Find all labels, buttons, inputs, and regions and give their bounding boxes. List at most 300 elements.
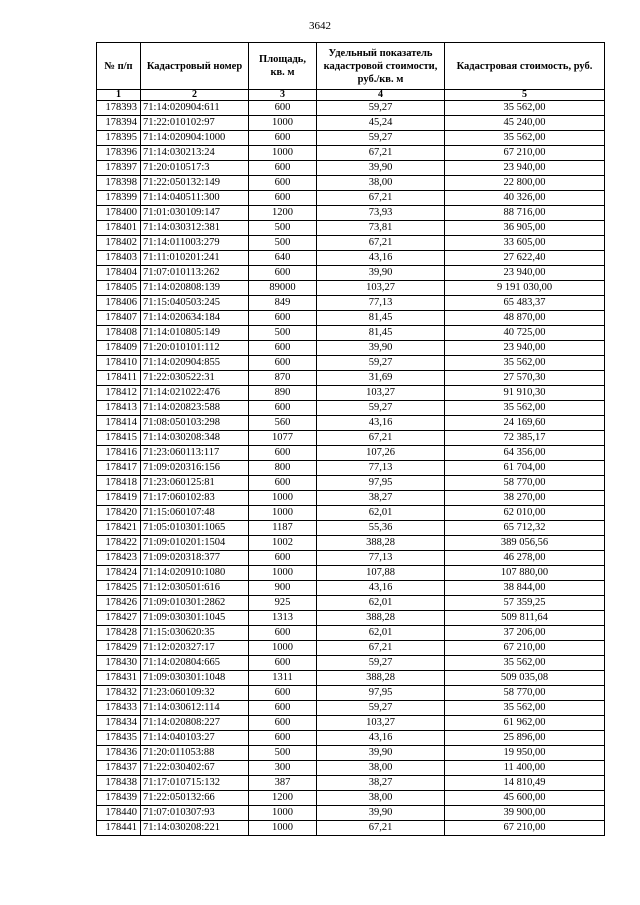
cell-area: 849 [249, 296, 317, 311]
cell-area: 600 [249, 626, 317, 641]
cell-unit-value: 388,28 [317, 536, 445, 551]
cell-unit-value: 107,26 [317, 446, 445, 461]
cell-area: 1002 [249, 536, 317, 551]
cell-area: 387 [249, 776, 317, 791]
cell-cadastral-value: 61 704,00 [445, 461, 605, 476]
cell-unit-value: 77,13 [317, 296, 445, 311]
table-row [97, 536, 605, 551]
table-row [97, 266, 605, 281]
cell-row-number: 178412 [97, 386, 141, 401]
column-number: 2 [141, 90, 249, 101]
table-row [97, 581, 605, 596]
cell-cadastral-number: 71:12:030501:616 [141, 581, 249, 596]
table-row [97, 311, 605, 326]
cell-area: 640 [249, 251, 317, 266]
cell-row-number: 178435 [97, 731, 141, 746]
header-cadastral-value: Кадастровая стоимость, руб. [445, 43, 605, 90]
table-row [97, 206, 605, 221]
cell-cadastral-value: 9 191 030,00 [445, 281, 605, 296]
cell-area: 1077 [249, 431, 317, 446]
cell-area: 890 [249, 386, 317, 401]
table-row [97, 716, 605, 731]
cell-cadastral-value: 72 385,17 [445, 431, 605, 446]
cell-area: 600 [249, 101, 317, 116]
cell-unit-value: 67,21 [317, 236, 445, 251]
cell-area: 600 [249, 161, 317, 176]
table-body [97, 101, 605, 836]
table-row [97, 296, 605, 311]
cell-unit-value: 67,21 [317, 146, 445, 161]
cell-row-number: 178404 [97, 266, 141, 281]
cell-cadastral-number: 71:22:010102:97 [141, 116, 249, 131]
cell-cadastral-number: 71:14:020808:227 [141, 716, 249, 731]
cell-cadastral-number: 71:14:010805:149 [141, 326, 249, 341]
cell-row-number: 178420 [97, 506, 141, 521]
cell-cadastral-number: 71:09:010301:2862 [141, 596, 249, 611]
column-number: 5 [445, 90, 605, 101]
column-number: 4 [317, 90, 445, 101]
cell-cadastral-value: 37 206,00 [445, 626, 605, 641]
cell-cadastral-value: 48 870,00 [445, 311, 605, 326]
table-row [97, 611, 605, 626]
cell-row-number: 178431 [97, 671, 141, 686]
cell-unit-value: 59,27 [317, 656, 445, 671]
cell-unit-value: 39,90 [317, 746, 445, 761]
cell-unit-value: 103,27 [317, 386, 445, 401]
cell-cadastral-number: 71:15:060107:48 [141, 506, 249, 521]
cell-row-number: 178414 [97, 416, 141, 431]
cell-row-number: 178402 [97, 236, 141, 251]
cell-row-number: 178424 [97, 566, 141, 581]
cell-cadastral-number: 71:15:040503:245 [141, 296, 249, 311]
cell-row-number: 178438 [97, 776, 141, 791]
cell-area: 1000 [249, 806, 317, 821]
table-row [97, 776, 605, 791]
cell-unit-value: 59,27 [317, 356, 445, 371]
cell-cadastral-number: 71:23:060109:32 [141, 686, 249, 701]
cell-cadastral-value: 58 770,00 [445, 686, 605, 701]
cell-unit-value: 77,13 [317, 551, 445, 566]
cell-row-number: 178421 [97, 521, 141, 536]
cell-cadastral-value: 509 035,08 [445, 671, 605, 686]
cell-unit-value: 73,81 [317, 221, 445, 236]
cell-cadastral-value: 19 950,00 [445, 746, 605, 761]
cell-cadastral-number: 71:07:010113:262 [141, 266, 249, 281]
cell-cadastral-number: 71:14:020910:1080 [141, 566, 249, 581]
cell-area: 1000 [249, 641, 317, 656]
cell-cadastral-number: 71:14:040511:300 [141, 191, 249, 206]
cell-row-number: 178422 [97, 536, 141, 551]
cell-cadastral-number: 71:14:040103:27 [141, 731, 249, 746]
table-row [97, 236, 605, 251]
cell-cadastral-number: 71:14:030612:114 [141, 701, 249, 716]
cell-unit-value: 67,21 [317, 641, 445, 656]
cell-cadastral-number: 71:14:021022:476 [141, 386, 249, 401]
table-row [97, 506, 605, 521]
cell-area: 600 [249, 701, 317, 716]
cell-cadastral-value: 14 810,49 [445, 776, 605, 791]
header-unit-value: Удельный показатель кадастровой стоимости, руб./кв. м [317, 43, 445, 90]
cell-unit-value: 43,16 [317, 416, 445, 431]
table-row [97, 701, 605, 716]
cell-area: 600 [249, 656, 317, 671]
cell-unit-value: 81,45 [317, 326, 445, 341]
cell-row-number: 178403 [97, 251, 141, 266]
cell-area: 800 [249, 461, 317, 476]
cell-cadastral-value: 35 562,00 [445, 101, 605, 116]
cell-row-number: 178432 [97, 686, 141, 701]
cell-area: 300 [249, 761, 317, 776]
cell-row-number: 178436 [97, 746, 141, 761]
cell-cadastral-number: 71:20:010101:112 [141, 341, 249, 356]
table-row [97, 371, 605, 386]
cell-unit-value: 59,27 [317, 101, 445, 116]
cell-cadastral-number: 71:20:010517:3 [141, 161, 249, 176]
cell-cadastral-value: 23 940,00 [445, 266, 605, 281]
cell-cadastral-number: 71:20:011053:88 [141, 746, 249, 761]
cell-area: 600 [249, 686, 317, 701]
cell-cadastral-value: 38 270,00 [445, 491, 605, 506]
cell-cadastral-number: 71:09:030301:1045 [141, 611, 249, 626]
cell-cadastral-number: 71:23:060125:81 [141, 476, 249, 491]
table-row [97, 161, 605, 176]
table-row [97, 101, 605, 116]
table-row [97, 731, 605, 746]
cell-row-number: 178439 [97, 791, 141, 806]
cell-area: 600 [249, 356, 317, 371]
cell-unit-value: 38,00 [317, 176, 445, 191]
cell-cadastral-number: 71:22:030522:31 [141, 371, 249, 386]
cell-row-number: 178441 [97, 821, 141, 836]
cell-row-number: 178427 [97, 611, 141, 626]
cell-unit-value: 73,93 [317, 206, 445, 221]
cell-row-number: 178430 [97, 656, 141, 671]
cell-unit-value: 67,21 [317, 431, 445, 446]
cell-area: 600 [249, 476, 317, 491]
cell-cadastral-number: 71:14:011003:279 [141, 236, 249, 251]
cell-cadastral-value: 22 800,00 [445, 176, 605, 191]
cell-unit-value: 38,27 [317, 776, 445, 791]
table-row [97, 116, 605, 131]
cell-cadastral-value: 27 622,40 [445, 251, 605, 266]
cell-cadastral-value: 58 770,00 [445, 476, 605, 491]
cell-cadastral-value: 23 940,00 [445, 341, 605, 356]
table-row [97, 596, 605, 611]
cell-cadastral-number: 71:14:030208:221 [141, 821, 249, 836]
table-row [97, 446, 605, 461]
cell-cadastral-value: 67 210,00 [445, 146, 605, 161]
cell-cadastral-value: 35 562,00 [445, 656, 605, 671]
cell-area: 1311 [249, 671, 317, 686]
cell-cadastral-number: 71:09:020318:377 [141, 551, 249, 566]
cell-row-number: 178398 [97, 176, 141, 191]
cell-area: 1313 [249, 611, 317, 626]
cell-cadastral-value: 40 326,00 [445, 191, 605, 206]
cell-area: 900 [249, 581, 317, 596]
table-row [97, 761, 605, 776]
cell-cadastral-number: 71:14:020904:611 [141, 101, 249, 116]
cell-area: 1200 [249, 206, 317, 221]
cell-row-number: 178417 [97, 461, 141, 476]
cell-cadastral-number: 71:09:020316:156 [141, 461, 249, 476]
cell-cadastral-value: 45 240,00 [445, 116, 605, 131]
cell-row-number: 178405 [97, 281, 141, 296]
table-row [97, 401, 605, 416]
cell-row-number: 178418 [97, 476, 141, 491]
cell-area: 600 [249, 311, 317, 326]
table-row [97, 791, 605, 806]
cell-cadastral-number: 71:09:010201:1504 [141, 536, 249, 551]
cell-cadastral-number: 71:09:030301:1048 [141, 671, 249, 686]
cell-unit-value: 62,01 [317, 506, 445, 521]
cell-cadastral-number: 71:22:050132:149 [141, 176, 249, 191]
cell-cadastral-value: 62 010,00 [445, 506, 605, 521]
cell-row-number: 178429 [97, 641, 141, 656]
cell-row-number: 178419 [97, 491, 141, 506]
cell-cadastral-number: 71:14:020808:139 [141, 281, 249, 296]
table-row [97, 176, 605, 191]
cell-cadastral-number: 71:07:010307:93 [141, 806, 249, 821]
cell-area: 600 [249, 401, 317, 416]
cell-cadastral-value: 67 210,00 [445, 821, 605, 836]
cell-unit-value: 59,27 [317, 401, 445, 416]
table-row [97, 821, 605, 836]
cell-row-number: 178426 [97, 596, 141, 611]
cell-cadastral-number: 71:22:030402:67 [141, 761, 249, 776]
table-row [97, 131, 605, 146]
cell-area: 600 [249, 551, 317, 566]
table-row [97, 521, 605, 536]
cell-area: 925 [249, 596, 317, 611]
cell-row-number: 178428 [97, 626, 141, 641]
column-numbers-row [97, 90, 605, 101]
cell-cadastral-number: 71:14:030208:348 [141, 431, 249, 446]
cell-cadastral-value: 25 896,00 [445, 731, 605, 746]
cell-cadastral-value: 27 570,30 [445, 371, 605, 386]
cell-area: 1000 [249, 116, 317, 131]
cell-row-number: 178411 [97, 371, 141, 386]
cell-cadastral-number: 71:01:030109:147 [141, 206, 249, 221]
cell-cadastral-number: 71:08:050103:298 [141, 416, 249, 431]
cell-row-number: 178394 [97, 116, 141, 131]
cell-area: 89000 [249, 281, 317, 296]
cell-cadastral-value: 64 356,00 [445, 446, 605, 461]
cell-cadastral-number: 71:14:020823:588 [141, 401, 249, 416]
table-row [97, 566, 605, 581]
cell-cadastral-number: 71:23:060113:117 [141, 446, 249, 461]
cell-area: 1000 [249, 506, 317, 521]
cell-unit-value: 39,90 [317, 266, 445, 281]
cell-cadastral-value: 11 400,00 [445, 761, 605, 776]
cell-cadastral-number: 71:14:020904:855 [141, 356, 249, 371]
cell-unit-value: 388,28 [317, 671, 445, 686]
cell-unit-value: 43,16 [317, 251, 445, 266]
cell-row-number: 178395 [97, 131, 141, 146]
cell-cadastral-value: 57 359,25 [445, 596, 605, 611]
table-row [97, 491, 605, 506]
cell-cadastral-number: 71:14:020804:665 [141, 656, 249, 671]
cell-cadastral-number: 71:14:020904:1000 [141, 131, 249, 146]
cell-cadastral-number: 71:17:010715:132 [141, 776, 249, 791]
cell-row-number: 178401 [97, 221, 141, 236]
cell-cadastral-number: 71:14:020634:184 [141, 311, 249, 326]
table-header-row [97, 43, 605, 90]
table-row [97, 656, 605, 671]
cell-area: 600 [249, 131, 317, 146]
cell-row-number: 178406 [97, 296, 141, 311]
cell-cadastral-value: 40 725,00 [445, 326, 605, 341]
table-row [97, 626, 605, 641]
cell-unit-value: 81,45 [317, 311, 445, 326]
cell-area: 600 [249, 446, 317, 461]
cell-row-number: 178423 [97, 551, 141, 566]
cell-row-number: 178416 [97, 446, 141, 461]
cell-area: 600 [249, 266, 317, 281]
cell-row-number: 178437 [97, 761, 141, 776]
cell-area: 600 [249, 716, 317, 731]
table-row [97, 341, 605, 356]
cell-row-number: 178393 [97, 101, 141, 116]
cell-unit-value: 62,01 [317, 626, 445, 641]
cell-unit-value: 62,01 [317, 596, 445, 611]
cell-row-number: 178399 [97, 191, 141, 206]
cell-unit-value: 59,27 [317, 701, 445, 716]
cell-area: 600 [249, 176, 317, 191]
cell-cadastral-number: 71:11:010201:241 [141, 251, 249, 266]
cell-cadastral-value: 389 056,56 [445, 536, 605, 551]
table-row [97, 746, 605, 761]
cell-unit-value: 38,27 [317, 491, 445, 506]
table-row [97, 281, 605, 296]
cell-unit-value: 103,27 [317, 281, 445, 296]
table-row [97, 551, 605, 566]
cell-area: 1000 [249, 146, 317, 161]
cell-cadastral-value: 24 169,60 [445, 416, 605, 431]
cell-cadastral-number: 71:14:030312:381 [141, 221, 249, 236]
cell-unit-value: 45,24 [317, 116, 445, 131]
cell-unit-value: 43,16 [317, 581, 445, 596]
table-row [97, 251, 605, 266]
table-row [97, 356, 605, 371]
cell-row-number: 178396 [97, 146, 141, 161]
cell-area: 500 [249, 236, 317, 251]
cell-area: 1000 [249, 491, 317, 506]
table-row [97, 806, 605, 821]
cell-cadastral-value: 35 562,00 [445, 131, 605, 146]
cell-area: 560 [249, 416, 317, 431]
column-number: 3 [249, 90, 317, 101]
cell-row-number: 178413 [97, 401, 141, 416]
table-row [97, 476, 605, 491]
cell-unit-value: 97,95 [317, 686, 445, 701]
cell-row-number: 178400 [97, 206, 141, 221]
cell-area: 870 [249, 371, 317, 386]
cell-unit-value: 38,00 [317, 791, 445, 806]
cell-unit-value: 43,16 [317, 731, 445, 746]
cell-row-number: 178410 [97, 356, 141, 371]
table-row [97, 326, 605, 341]
cell-unit-value: 67,21 [317, 821, 445, 836]
cell-cadastral-value: 61 962,00 [445, 716, 605, 731]
cell-cadastral-value: 35 562,00 [445, 401, 605, 416]
cell-row-number: 178415 [97, 431, 141, 446]
cell-row-number: 178409 [97, 341, 141, 356]
cell-cadastral-value: 35 562,00 [445, 356, 605, 371]
cell-unit-value: 59,27 [317, 131, 445, 146]
cell-cadastral-number: 71:17:060102:83 [141, 491, 249, 506]
cell-cadastral-number: 71:15:030620:35 [141, 626, 249, 641]
cell-row-number: 178440 [97, 806, 141, 821]
table-row [97, 386, 605, 401]
cell-cadastral-number: 71:14:030213:24 [141, 146, 249, 161]
cell-area: 500 [249, 326, 317, 341]
cell-cadastral-value: 107 880,00 [445, 566, 605, 581]
cell-area: 1000 [249, 566, 317, 581]
cell-area: 600 [249, 191, 317, 206]
table-row [97, 431, 605, 446]
cell-area: 500 [249, 221, 317, 236]
table-row [97, 191, 605, 206]
cell-unit-value: 39,90 [317, 806, 445, 821]
cell-row-number: 178397 [97, 161, 141, 176]
table-row [97, 686, 605, 701]
cell-unit-value: 67,21 [317, 191, 445, 206]
column-number: 1 [97, 90, 141, 101]
cell-cadastral-number: 71:22:050132:66 [141, 791, 249, 806]
cell-cadastral-number: 71:12:020327:17 [141, 641, 249, 656]
cell-area: 1187 [249, 521, 317, 536]
table-row [97, 461, 605, 476]
cell-unit-value: 39,90 [317, 341, 445, 356]
cell-cadastral-value: 88 716,00 [445, 206, 605, 221]
cell-unit-value: 97,95 [317, 476, 445, 491]
cell-cadastral-value: 33 605,00 [445, 236, 605, 251]
cell-unit-value: 38,00 [317, 761, 445, 776]
header-area: Площадь, кв. м [249, 43, 317, 90]
cell-cadastral-value: 509 811,64 [445, 611, 605, 626]
header-row-number: № п/п [97, 43, 141, 90]
cell-unit-value: 31,69 [317, 371, 445, 386]
table-row [97, 221, 605, 236]
cell-unit-value: 77,13 [317, 461, 445, 476]
page-number: 3642 [309, 20, 331, 32]
cell-area: 1200 [249, 791, 317, 806]
cell-unit-value: 39,90 [317, 161, 445, 176]
cell-area: 1000 [249, 821, 317, 836]
cell-row-number: 178434 [97, 716, 141, 731]
cell-area: 600 [249, 731, 317, 746]
cell-unit-value: 388,28 [317, 611, 445, 626]
table-row [97, 641, 605, 656]
cell-cadastral-value: 91 910,30 [445, 386, 605, 401]
cell-unit-value: 55,36 [317, 521, 445, 536]
table-row [97, 671, 605, 686]
cadastral-value-table [96, 42, 605, 836]
cell-cadastral-number: 71:05:010301:1065 [141, 521, 249, 536]
cell-cadastral-value: 38 844,00 [445, 581, 605, 596]
cell-unit-value: 107,88 [317, 566, 445, 581]
cell-row-number: 178425 [97, 581, 141, 596]
cell-row-number: 178433 [97, 701, 141, 716]
cell-unit-value: 103,27 [317, 716, 445, 731]
table-row [97, 146, 605, 161]
cell-cadastral-value: 39 900,00 [445, 806, 605, 821]
cell-cadastral-value: 67 210,00 [445, 641, 605, 656]
cell-row-number: 178408 [97, 326, 141, 341]
cell-cadastral-value: 35 562,00 [445, 701, 605, 716]
cell-cadastral-value: 23 940,00 [445, 161, 605, 176]
cell-cadastral-value: 45 600,00 [445, 791, 605, 806]
